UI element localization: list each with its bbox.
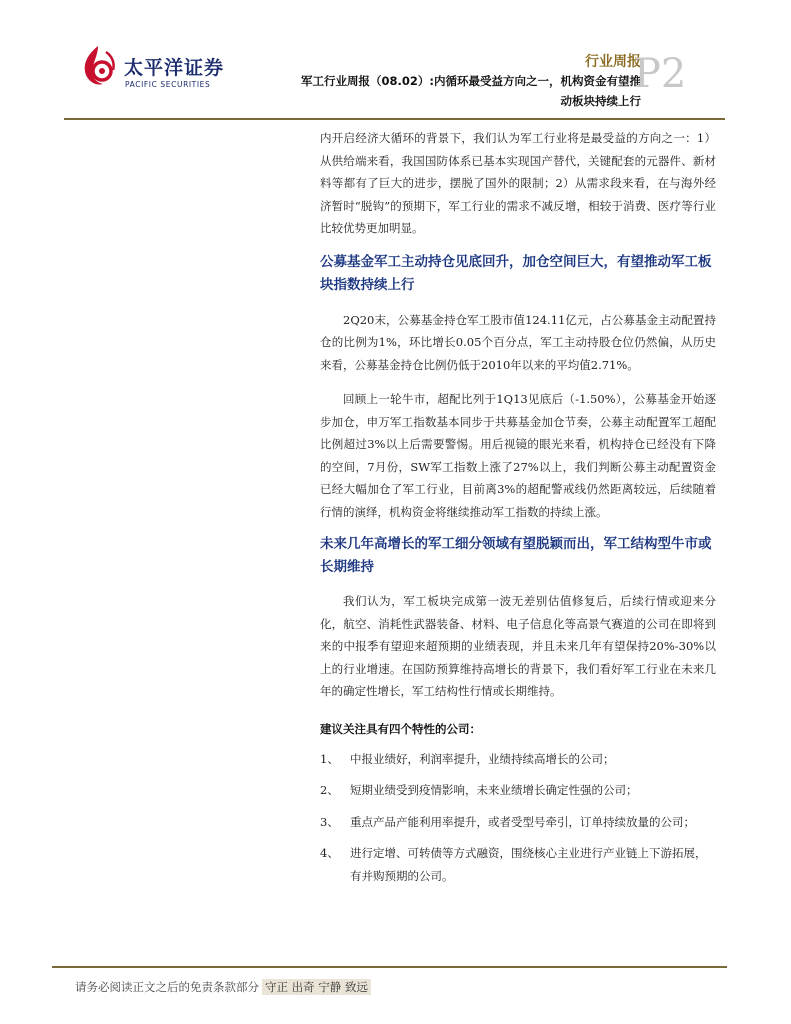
page-header <box>0 0 791 120</box>
disclaimer-notice: 请务必阅读正文之后的免责条款部分 <box>75 980 259 994</box>
pacific-securities-logo-icon <box>78 44 118 88</box>
brand-name: 太平洋证券 <box>124 57 225 79</box>
main-content <box>320 127 716 887</box>
recommendation-heading: 建议关注具有四个特性的公司： <box>320 721 481 736</box>
company-motto: 守正 出奇 宁静 致远 <box>262 979 371 995</box>
paragraph-bull-market-review: 回顾上一轮牛市，超配比列于1Q13见底后（-1.50%），公募基金开始逐步加仓，申万军工指数基本同步于共募基金加仓节奏，公募主动配置军工超配比例超过3%以上后需要警惕。用后视镜的眼光来看，机构持仓已经没有下降的空间，7月份，SW军工指数上涨了27%以上，我们判断公募主动配置资金已经大幅加仓了军工行业，目前离3%的超配警戒线仍然距离较远，后续随着行情的演绎，机构资金将继续推动军工指数的持续上涨。 <box>320 392 716 519</box>
paragraph-intro: 内开启经济大循环的背景下，我们认为军工行业将是最受益的方向之一：1）从供给端来看，我国国防体系已基本实现国产替代，关键配套的元器件、新材料等都有了巨大的进步，摆脱了国外的限制；2）从需求段来看，在与海外经济暂时“脱钩”的预期下，军工行业的需求不减反增，相较于消费、医疗等行业比较优势更加明显。 <box>320 131 716 235</box>
page-number: P2 <box>634 51 687 97</box>
header-divider <box>64 118 725 120</box>
paragraph-outlook: 我们认为，军工板块完成第一波无差别估值修复后，后续行情或迎来分化，航空、消耗性武器装备、材料、电子信息化等高景气赛道的公司在即将到来的中报季有望迎来超预期的业绩表现，并且未来几年有望保持20%-30%以上的行业增速。在国防预算维持高增长的背景下，我们看好军工行业在未来几年的确定性增长，军工结构性行情或长期维持。 <box>320 594 716 698</box>
list-item: 2、 短期业绩受到疫情影响，未来业绩增长确定性强的公司； <box>320 783 638 797</box>
section-heading-structural-bull: 未来几年高增长的军工细分领域有望脱颖而出，军工结构型牛市或长期维持 <box>320 536 712 575</box>
recommendation-list <box>320 748 716 888</box>
brand-name-english: PACIFIC SECURITIES <box>125 80 211 89</box>
page-footer <box>75 979 371 995</box>
paragraph-fund-holdings: 2Q20末，公募基金持仓军工股市值124.11亿元，占公募基金主动配置持仓的比例为1%，环比增长0.05个百分点，军工主动持股仓位仍然偏，从历史来看，公募基金持仓比例仍低于2010年以来的平均值2.71%。 <box>320 312 716 372</box>
list-item: 3、 重点产品产能利用率提升，或者受型号牵引，订单持续放量的公司； <box>320 814 695 829</box>
section-heading-fund-holdings: 公募基金军工主动持仓见底回升，加仓空间巨大，有望推动军工板块指数持续上行 <box>320 253 712 293</box>
report-title-line-2: 动板块持续上行 <box>560 94 641 108</box>
report-title-line-1: 军工行业周报（08.02）:内循环最受益方向之一，机构资金有望推 <box>301 74 641 88</box>
report-category: 行业周报 <box>585 54 641 70</box>
list-item: 1、 中报业绩好，利润率提升，业绩持续高增长的公司； <box>320 751 615 766</box>
footer-divider <box>52 966 727 968</box>
list-item: 4、 进行定增、可转债等方式融资，围绕核心主业进行产业链上下游拓展，有并购预期的公司。 <box>320 846 707 883</box>
